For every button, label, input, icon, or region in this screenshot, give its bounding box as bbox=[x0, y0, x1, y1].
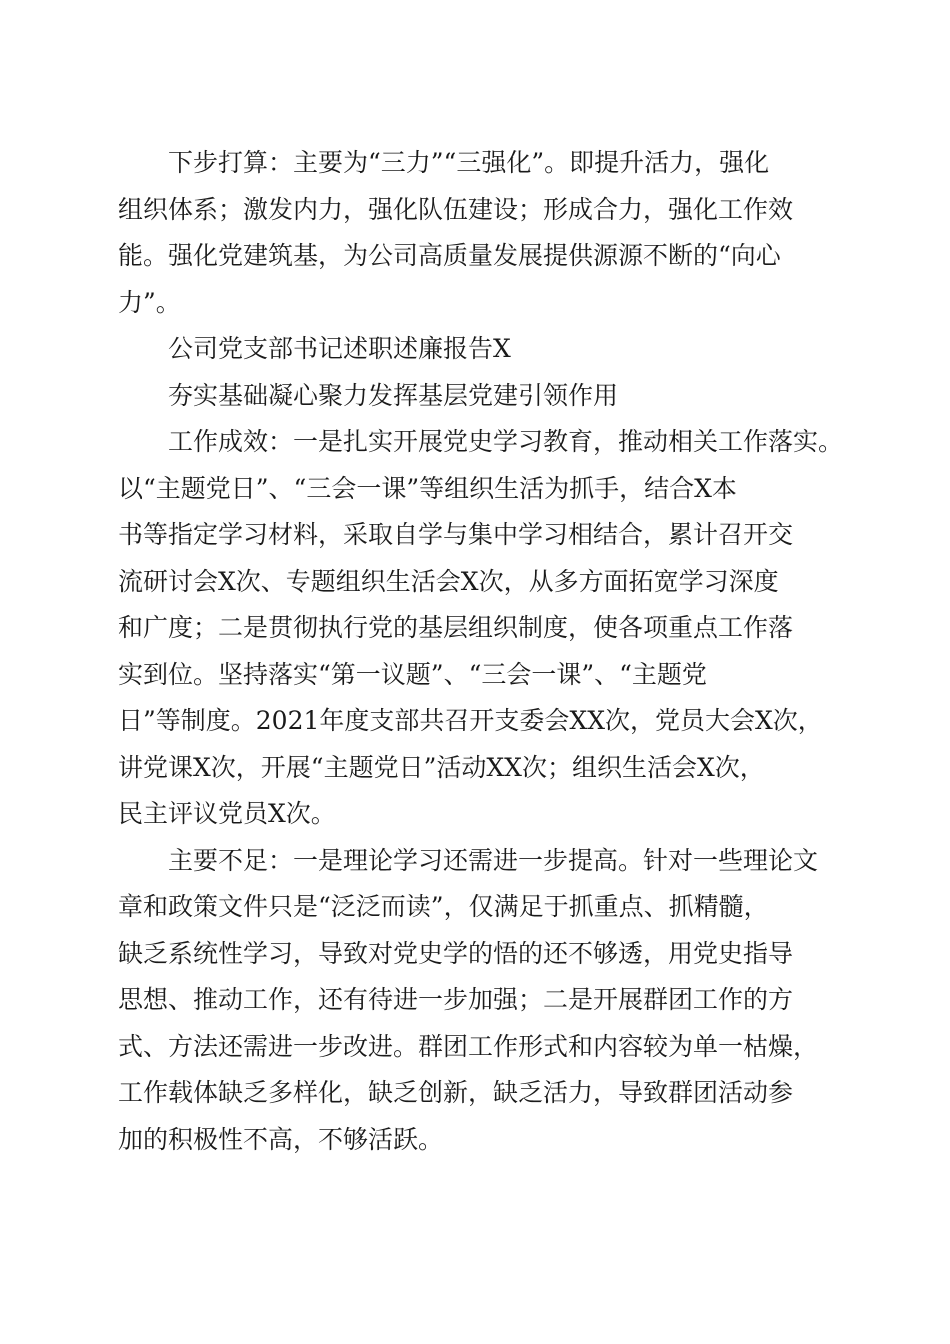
text-line: 夯实基础凝心聚力发挥基层党建引领作用 bbox=[168, 380, 619, 410]
text-line: 下步打算：主要为“三力”“三强化”。即提升活力，强化 bbox=[168, 148, 770, 177]
text-line: 加的积极性不高，不够活跃。 bbox=[118, 1124, 444, 1154]
text-line: 民主评议党员X次。 bbox=[118, 799, 336, 828]
text-line: 思想、推动工作，还有待进一步加强；二是开展群团工作的方 bbox=[118, 985, 794, 1014]
text-line: 和广度；二是贯彻执行党的基层组织制度，使各项重点工作落 bbox=[118, 613, 794, 642]
text-line: 以“主题党日”、“三会一课”等组织生活为抓手，结合X本 bbox=[118, 473, 737, 503]
paragraph-shortcomings bbox=[118, 838, 832, 1164]
report-subtitle bbox=[118, 373, 832, 420]
text-line: 讲党课X次，开展“主题党日”活动XX次；组织生活会X次， bbox=[118, 752, 765, 782]
text-line: 工作载体缺乏多样化，缺乏创新，缺乏活力，导致群团活动参 bbox=[118, 1078, 794, 1107]
text-line: 力”。 bbox=[118, 287, 181, 317]
text-line: 日”等制度。2021年度支部共召开支委会XX次，党员大会X次， bbox=[118, 706, 823, 735]
text-line: 书等指定学习材料，采取自学与集中学习相结合，累计召开交 bbox=[118, 520, 794, 549]
text-line: 式、方法还需进一步改进。群团工作形式和内容较为单一枯燥， bbox=[118, 1031, 819, 1061]
text-line: 章和政策文件只是“泛泛而读”，仅满足于抓重点、抓精髓， bbox=[118, 892, 769, 921]
paragraph-next-steps bbox=[118, 140, 832, 326]
paragraph-achievements bbox=[118, 419, 844, 838]
text-line: 工作成效：一是扎实开展党史学习教育，推动相关工作落实。 bbox=[168, 427, 844, 456]
text-line: 能。强化党建筑基，为公司高质量发展提供源源不断的“向心 bbox=[118, 241, 781, 270]
text-line: 缺乏系统性学习，导致对党史学的悟的还不够透，用党史指导 bbox=[118, 938, 794, 968]
document-body bbox=[118, 140, 844, 1163]
text-line: 流研讨会X次、专题组织生活会X次，从多方面拓宽学习深度 bbox=[118, 566, 779, 596]
text-line: 组织体系；激发内力，强化队伍建设；形成合力，强化工作效 bbox=[118, 194, 794, 224]
report-title bbox=[118, 326, 832, 373]
text-line: 主要不足：一是理论学习还需进一步提高。针对一些理论文 bbox=[168, 845, 819, 875]
text-line: 实到位。坚持落实“第一议题”、“三会一课”、“主题党 bbox=[118, 659, 707, 689]
text-line: 公司党支部书记述职述廉报告X bbox=[168, 334, 511, 363]
